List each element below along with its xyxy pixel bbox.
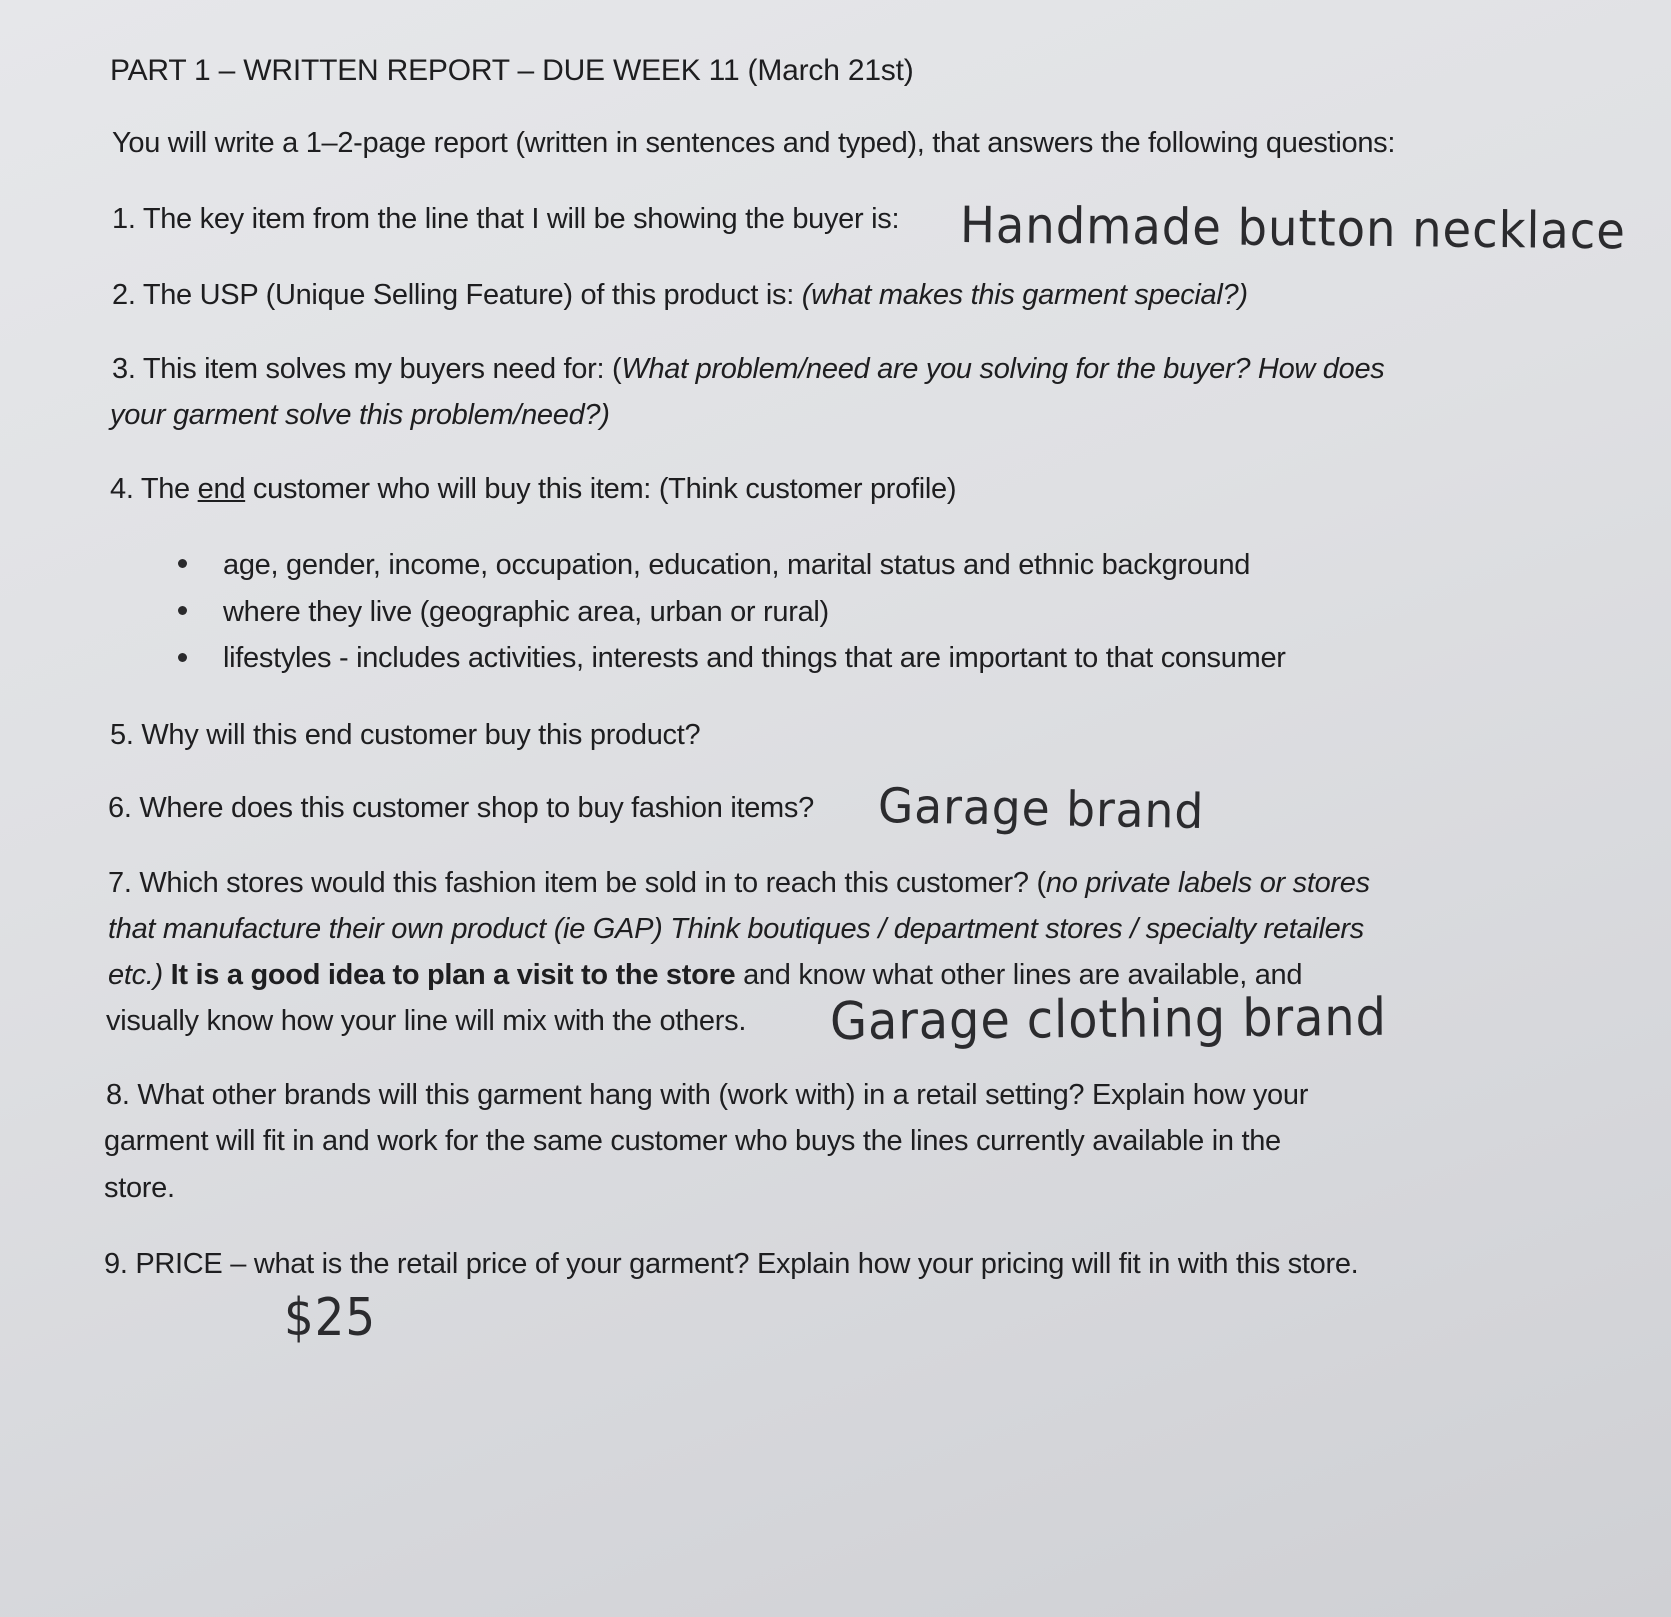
question-7-hint-c: etc.) [108,959,163,991]
question-7-emphasis: It is a good idea to plan a visit to the store [162,959,736,991]
handwritten-answer-7: Garage clothing brand [829,987,1388,1052]
handwritten-answer-1: Handmade button necklace [959,196,1627,261]
bullet-dot [178,606,187,615]
bullet-item-1-text: age, gender, income, occupation, education, marital status and ethnic background [223,549,1251,581]
question-7-hint-a: no private labels or stores [1045,867,1370,899]
question-1-text: 1. The key item from the line that I will be showing the buyer is: [112,203,900,235]
question-7-line-3 [108,958,1302,992]
question-7-hint-b: that manufacture their own product (ie GAP) Think boutiques / department stores / specialty retailers [108,913,1364,945]
question-4-prefix: 4. The [110,473,198,505]
bullet-item-3-text: lifestyles - includes activities, interests and things that are important to that consumer [223,642,1286,674]
question-3-text: 3. This item solves my buyers need for: ( [112,353,622,385]
question-4-underlined: end [197,473,246,505]
question-6-text: 6. Where does this customer shop to buy fashion items? [108,792,814,824]
bullet-item-2-text: where they live (geographic area, urban or rural) [223,596,829,628]
question-9 [104,1247,1358,1281]
question-8-text-3: store. [104,1172,175,1204]
bullet-dot [178,653,187,662]
question-8-line-2 [104,1124,1281,1158]
intro-sentence: You will write a 1–2-page report (written in sentences and typed), that answers the following questions: [112,127,1396,159]
handwritten-answer-6: Garage brand [877,778,1205,840]
question-2-text: 2. The USP (Unique Selling Feature) of this product is: [112,279,802,311]
question-3-line-1 [112,352,1385,386]
question-7-text: 7. Which stores would this fashion item be sold in to reach this customer? ( [108,867,1046,899]
question-7-line-2 [108,912,1364,946]
question-2-hint: (what makes this garment special?) [801,279,1248,311]
question-2 [112,278,1248,312]
page-title [110,54,914,88]
bullet-item-3 [223,641,1286,675]
question-3-line-2 [110,398,610,432]
page-title-text: PART 1 – WRITTEN REPORT – DUE WEEK 11 (March 21st) [110,54,914,87]
question-3-hint-a: What problem/need are you solving for the buyer? How does [621,353,1385,385]
question-1 [112,202,899,236]
question-7-continuation: and know what other lines are available, and [735,959,1303,991]
question-8-line-3 [104,1171,175,1205]
question-4-suffix: customer who will buy this item: (Think customer profile) [245,473,957,505]
question-7-line-1 [108,866,1370,900]
question-5-text: 5. Why will this end customer buy this product? [110,719,701,751]
bullet-item-2 [223,595,829,629]
question-6 [108,791,814,825]
handwritten-answer-9: $25 [284,1288,377,1348]
question-8-text-1: 8. What other brands will this garment hang with (work with) in a retail setting? Explain how your [106,1079,1309,1111]
bullet-dot [178,559,187,568]
intro-text [112,126,1395,160]
question-4 [110,472,956,506]
question-7-closing: visually know how your line will mix with the others. [106,1005,747,1037]
question-7-line-4 [106,1004,746,1038]
bullet-item-1 [223,548,1250,582]
question-8-line-1 [106,1078,1308,1112]
question-5 [110,718,700,752]
question-9-text: 9. PRICE – what is the retail price of your garment? Explain how your pricing will fit in with this store. [104,1248,1359,1280]
question-8-text-2: garment will fit in and work for the same customer who buys the lines currently available in the [104,1125,1281,1157]
question-3-hint-b: your garment solve this problem/need?) [110,399,610,431]
